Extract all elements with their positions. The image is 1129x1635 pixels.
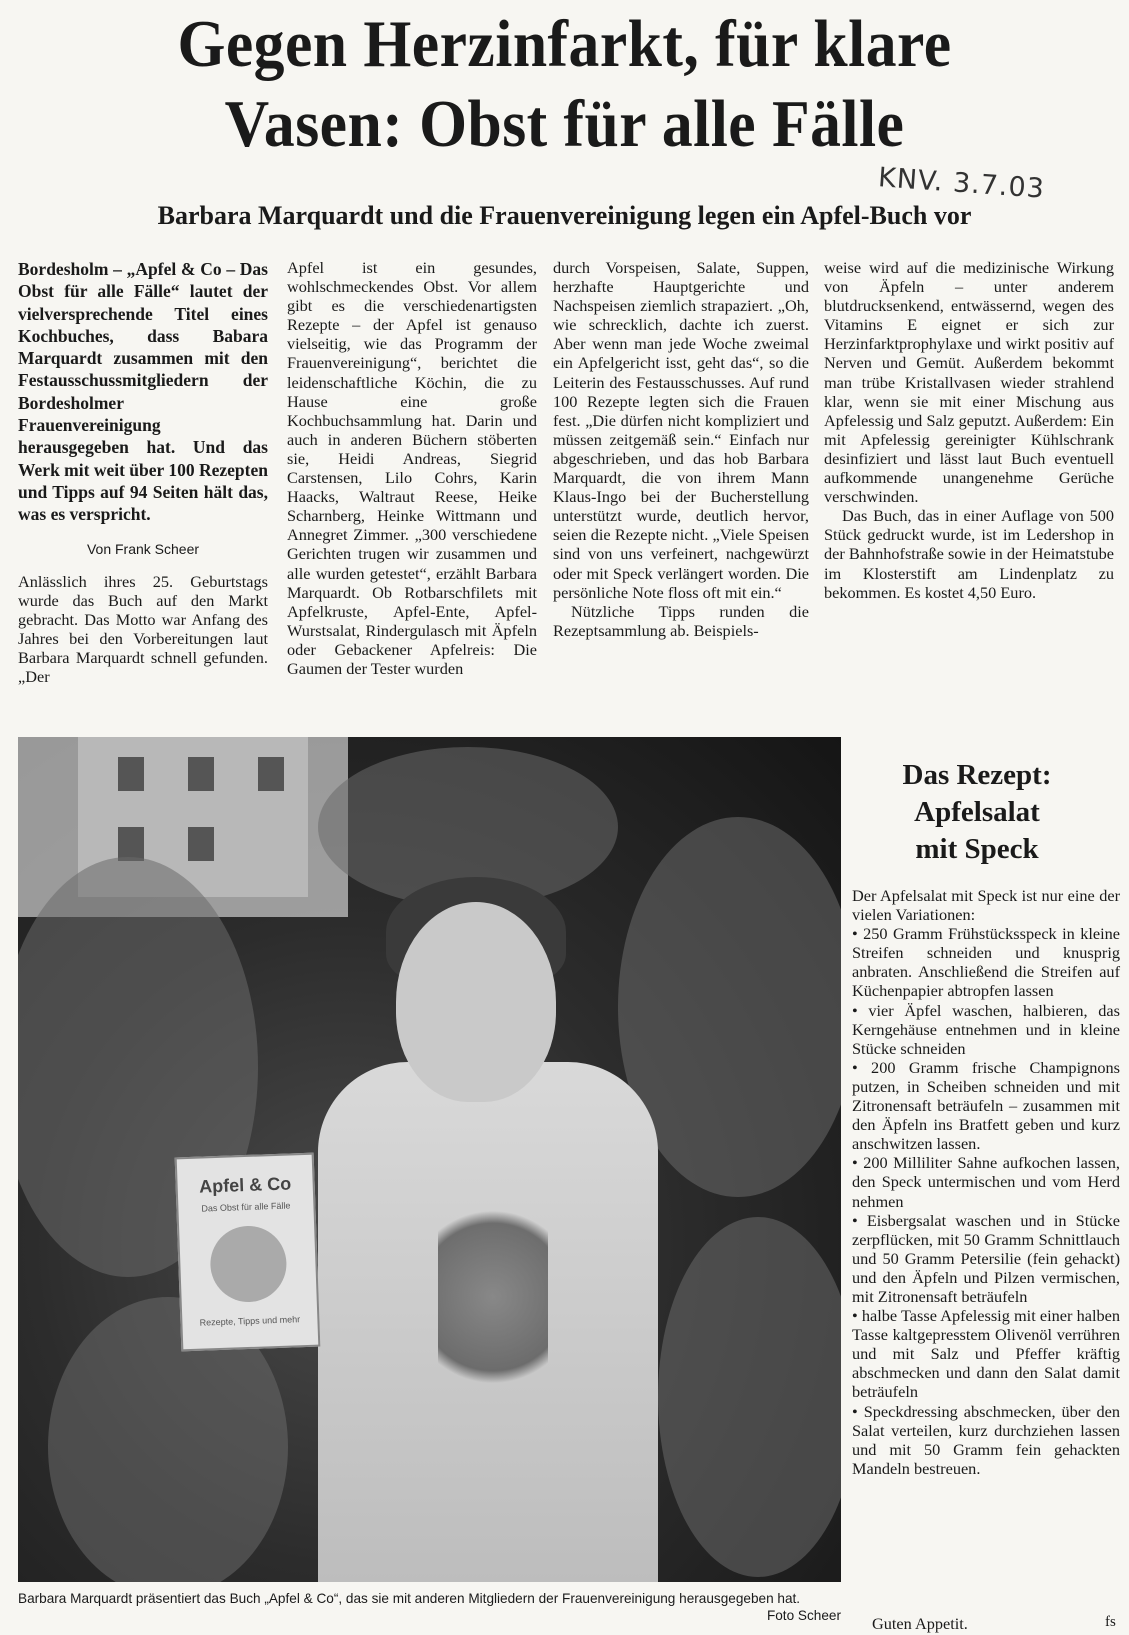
body-paragraph: Anlässlich ihres 25. Geburtstags wurde das Buch auf den Markt gebracht. Das Motto war Anfang des Jahres bei den Vorbereitungen laut Barbara Marquardt schnell gefunden. „Der [18,571,268,687]
recipe-step: • vier Äpfel waschen, halbieren, das Kerngehäuse entnehmen und in kleine Stücke schneiden [852,1000,1120,1058]
photo-credit: Foto Scheer [766,1608,841,1623]
article-photo [18,737,841,1582]
caption-text: Barbara Marquardt präsentiert das Buch „Apfel & Co“, das sie mit anderen Mitgliedern der Frauenvereinigung herausgegeben hat. [18,1591,801,1606]
recipe-title-line-3: mit Speck [915,833,1039,865]
article-column-1 [18,258,268,686]
recipe-box [852,886,1120,1478]
article-column-3 [553,258,809,640]
lead-paragraph: Bordesholm – „Apfel & Co – Das Obst für alle Fälle“ lautet der vielversprechende Titel eines Kochbuches, dass Babara Marquardt zusammen mit den Festausschussmitgliedern der Bordesholmer Frauenvereinigung herausgegeben hat. Und das Werk mit weit über 100 Rezepten und Tipps auf 94 Seiten hält das, was es verspricht. [18,259,268,525]
recipe-step: • 250 Gramm Frühstücksspeck in kleine Streifen schneiden und knusprig anbraten. Anschließend die Streifen auf Küchenpapier abtropfen lassen [852,924,1120,1001]
recipe-closing: Guten Appetit. [872,1614,968,1633]
body-paragraph: weise wird auf die medizinische Wirkung von Äpfeln – unter anderem blutdrucksenkend, entwässernd, wegen des Vitamins E eignet er sich zur Herzinfarktprophylaxe und wirkt positiv auf Nerven und Gemüt. Außerdem bekommt man trübe Kristallvasen wieder strahlend klar, wenn sie mit einer Mischung aus Apfelessig und Salz geputzt. Außerdem: Ein mit Apfelessig gereinigter Kühlschrank desinfiziert und lässt laut Buch eventuell aufkommende unangenehme Gerüche verschwinden. [824,258,1114,507]
recipe-title [846,757,1108,868]
person-face [396,902,556,1102]
headline [45,4,1084,164]
headline-line-1: Gegen Herzinfarkt, für klare [177,7,952,81]
flower-bouquet [438,1187,548,1407]
body-paragraph: durch Vorspeisen, Salate, Suppen, herzhafte Hauptgerichte und Nachspeisen ziemlich strapaziert. „Oh, wie schrecklich, dachte ich zuerst. Aber wenn man jede Woche zweimal ein Apfelgericht isst, geht das“, so die Leiterin des Festausschusses. Auf rund 100 Rezepte legten sich die Frauen fest. „Die dürfen nicht kompliziert und müssen zeitgemäß sein.“ Einfach nur abgeschrieben, und das hob Barbara Marquardt, die von ihrem Mann Klaus-Ingo bei der Bucherstellung unterstützt wurde, deutlich hervor, seien die Rezepte nicht. „Viele Speisen sind von uns verfeinert, nachgewürzt oder mit Speck verlängert worden. Die persönliche Note floss oft mit ein.“ [553,258,809,602]
cookbook [175,1153,321,1352]
article-column-4 [824,258,1114,602]
cookbook-cover-image [209,1225,288,1304]
subheadline: Barbara Marquardt und die Frauenvereinigung legen ein Apfel-Buch vor [157,201,972,230]
recipe-step: • 200 Gramm frische Champignons putzen, in Scheiben schneiden und mit Zitronensaft beträufeln – zusammen mit den Äpfeln ins Bratfett geben und kurz anschwitzen lassen. [852,1057,1120,1154]
article-column-2 [287,258,537,678]
cookbook-title: Apfel & Co [198,1173,292,1197]
handwritten-date-note: KNV. 3.7.03 [877,162,1046,205]
body-paragraph: Nützliche Tipps runden die Rezeptsammlung ab. Beispiels- [553,601,809,640]
recipe-step: • Speckdressing abschmecken, über den Salat verteilen, kurz durchziehen lassen und mit 50 Gramm fein gehackten Mandeln bestreuen. [852,1401,1120,1478]
recipe-title-line-2: Apfelsalat [914,796,1040,828]
body-paragraph: Apfel ist ein gesundes, wohlschmeckendes Obst. Vor allem gibt es die verschiedenartigsten Rezepte – der Apfel ist genauso vielseitig, wie das Programm der Frauenvereinigung“, berichtet die leidenschaftliche Köchin, die zu Hause eine große Kochbuchsammlung hat. Darin und auch in anderen Büchern stöberten sie, Heidi Andreas, Siegrid Carstensen, Lilo Cohrs, Karin Haacks, Waltraut Reese, Heike Scharnberg, Heinke Wittmann und Annegret Zimmer. „300 verschiedene Gerichten trugen wir zusammen und alle wurden getestet“, erzählt Barbara Marquardt. Ob Rotbarschfilets mit Apfelkruste, Apfel-Ente, Apfel-Wurstsalat, Rindergulasch mit Äpfeln oder Gebackener Apfelreis: Die Gaumen der Tester wurden [287,258,537,678]
recipe-title-line-1: Das Rezept: [902,759,1052,791]
recipe-intro: Der Apfelsalat mit Speck ist nur eine der vielen Variationen: [852,886,1120,925]
photo-caption [18,1590,841,1623]
recipe-step: • Eisbergsalat waschen und in Stücke zerpflücken, mit 50 Gramm Schnittlauch und 50 Gramm Petersilie (fein gehackt) und den Äpfeln und Pilzen vermischen, mit Zitronensaft beträufeln [852,1210,1120,1306]
recipe-step: • halbe Tasse Apfelessig mit einer halben Tasse kaltgepresstem Olivenöl verrühren und mit Salz und Pfeffer kräftig abschmecken und dann den Salat damit beträufeln [852,1306,1120,1402]
cookbook-footer: Rezepte, Tipps und mehr [199,1314,301,1328]
author-initials: fs [1105,1614,1116,1630]
cookbook-subtitle: Das Obst für alle Fälle [201,1200,291,1214]
body-paragraph: Das Buch, das in einer Auflage von 500 Stück gedruckt wurde, ist im Ledershop in der Bahnhofstraße sowie in der Heimatstube im Klosterstift am Lindenplatz zu bekommen. Es kostet 4,50 Euro. [824,506,1114,602]
recipe-step: • 200 Milliliter Sahne aufkochen lassen, den Speck untermischen und vom Herd nehmen [852,1153,1120,1211]
headline-line-2: Vasen: Obst für alle Fälle [224,87,905,161]
byline: Von Frank Scheer [86,540,200,557]
